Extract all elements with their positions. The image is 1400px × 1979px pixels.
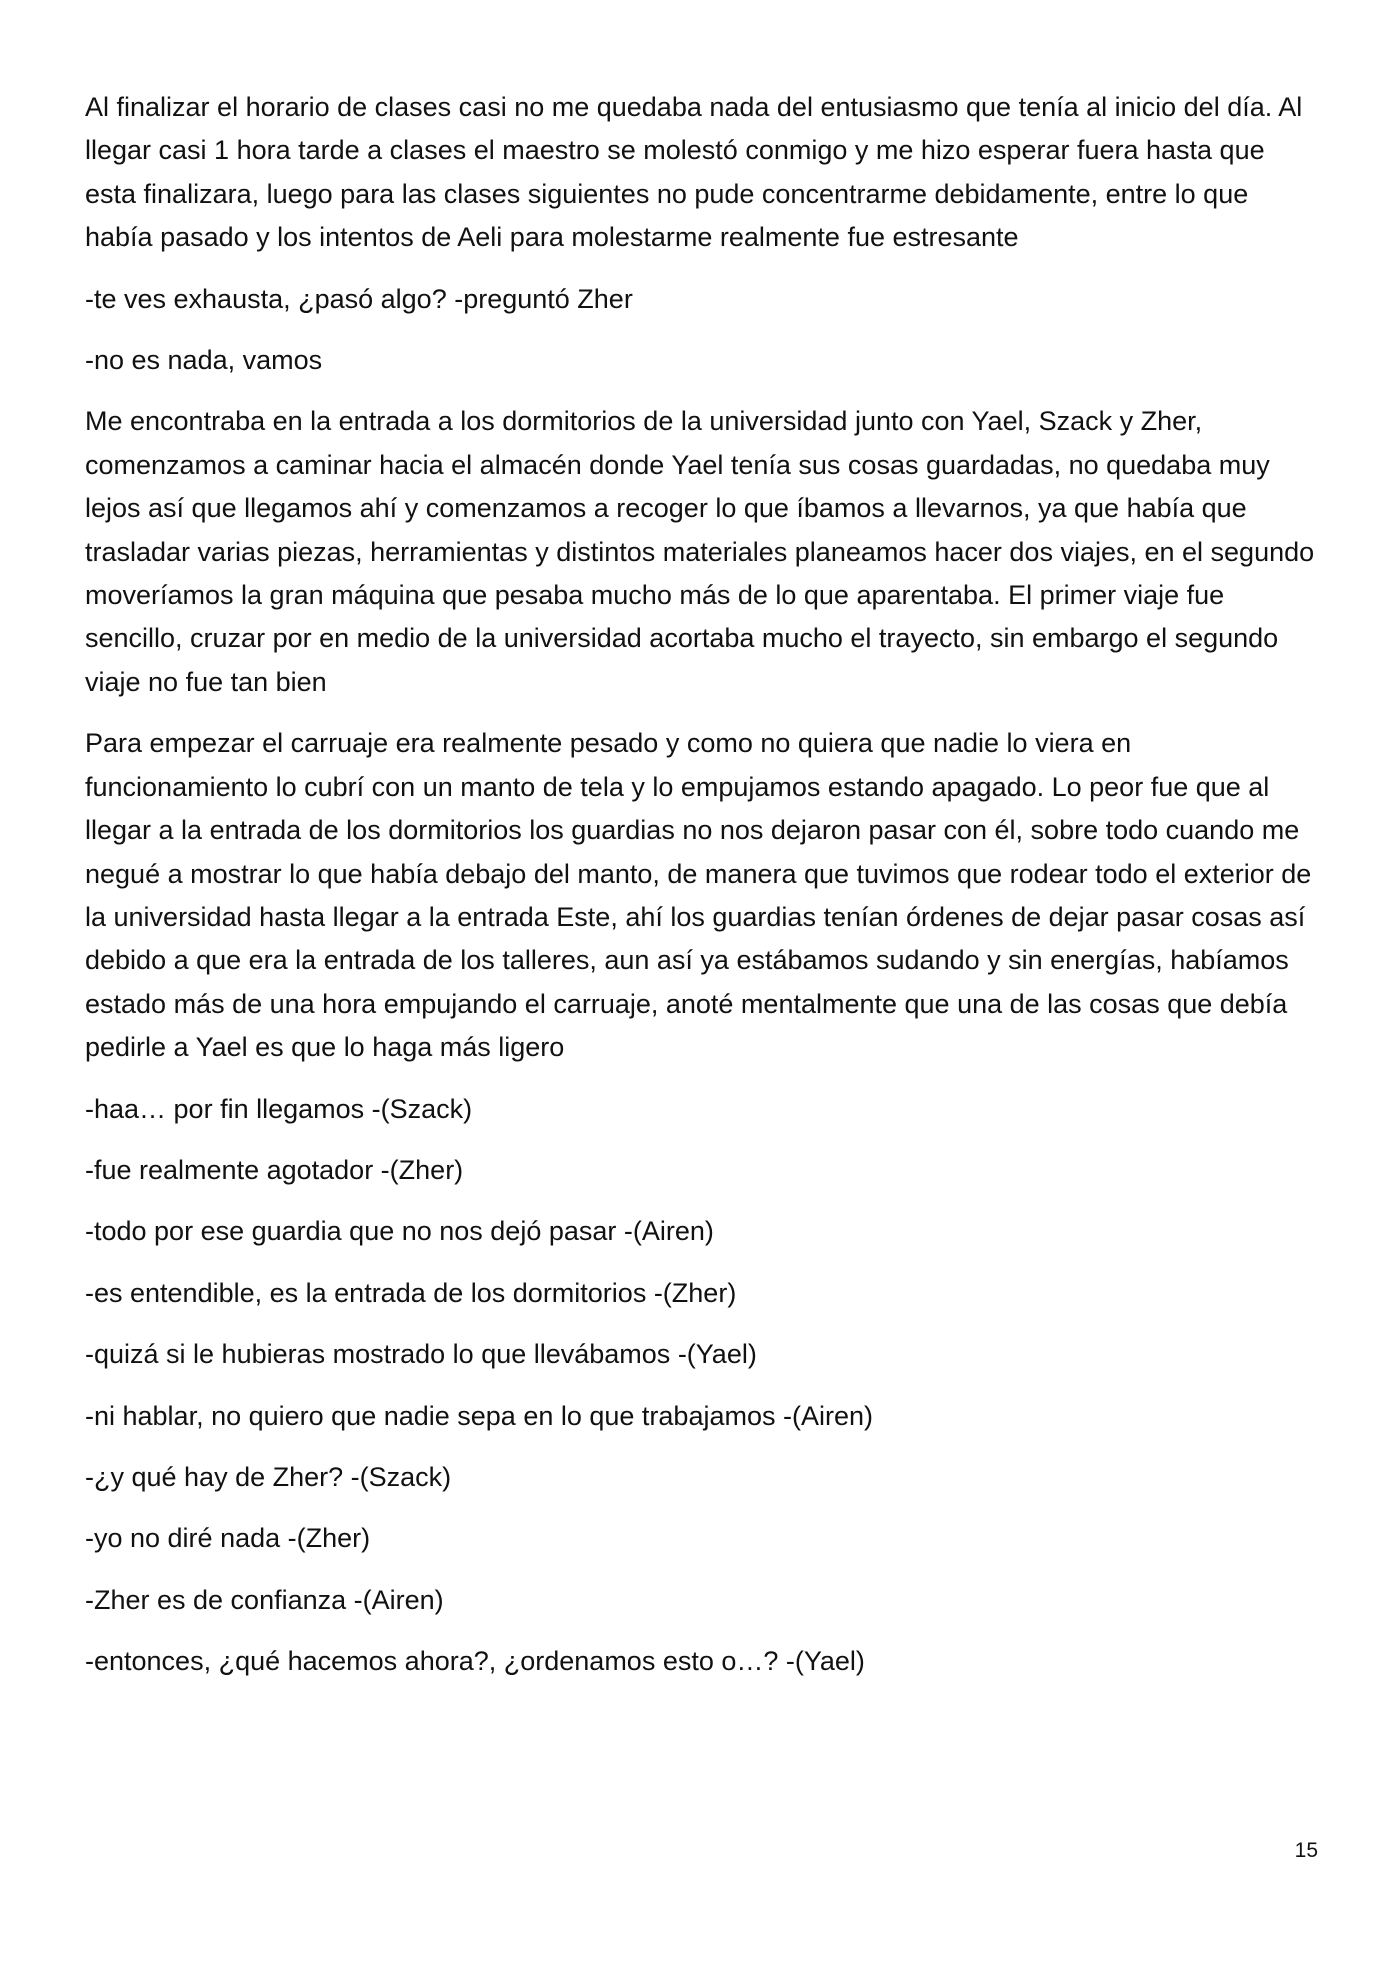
dialogue-line: -entonces, ¿qué hacemos ahora?, ¿ordenamos esto o…? -(Yael) [85, 1646, 865, 1677]
paragraph-dormitories: Me encontraba en la entrada a los dormitorios de la universidad junto con Yael, Szack y Zher, comenzamos a caminar hacia el almacén donde Yael tenía sus cosas guardadas, no quedaba muy lejos así que llegamos ahí y comenzamos a recoger lo que íbamos a llevarnos, ya que había que trasladar varias piezas, herramientas y distintos materiales planeamos hacer dos viajes, en el segundo moveríamos la gran máquina que pesaba mucho más de lo que aparentaba. El primer viaje fue sencillo, cruzar por en medio de la universidad acortaba mucho el trayecto, sin embargo el segundo viaje no fue tan bien [85, 406, 1315, 697]
dialogue-line: -te ves exhausta, ¿pasó algo? -preguntó Zher [85, 283, 633, 314]
dialogue-line: -todo por ese guardia que no nos dejó pasar -(Airen) [85, 1216, 714, 1247]
page-number: 15 [1294, 1839, 1318, 1862]
dialogue-line: -es entendible, es la entrada de los dormitorios -(Zher) [85, 1277, 737, 1308]
dialogue-line: -¿y qué hay de Zher? -(Szack) [85, 1461, 452, 1492]
dialogue-line: -fue realmente agotador -(Zher) [85, 1154, 464, 1185]
dialogue-line: -yo no diré nada -(Zher) [85, 1523, 371, 1554]
dialogue-line: -ni hablar, no quiero que nadie sepa en lo que trabajamos -(Airen) [85, 1400, 873, 1431]
page-body [85, 86, 1317, 1702]
dialogue-line: -haa… por fin llegamos -(Szack) [85, 1093, 473, 1124]
paragraph-carriage: Para empezar el carruaje era realmente pesado y como no quiera que nadie lo viera en funcionamiento lo cubrí con un manto de tela y lo empujamos estando apagado. Lo peor fue que al llegar a la entrada de los dormitorios los guardias no nos dejaron pasar con él, sobre todo cuando me negué a mostrar lo que había debajo del manto, de manera que tuvimos que rodear todo el exterior de la universidad hasta llegar a la entrada Este, ahí los guardias tenían órdenes de dejar pasar cosas así debido a que era la entrada de los talleres, aun así ya estábamos sudando y sin energías, habíamos estado más de una hora empujando el carruaje, anoté mentalmente que una de las cosas que debía pedirle a Yael es que lo haga más ligero [85, 728, 1312, 1063]
paragraph-intro: Al finalizar el horario de clases casi no me quedaba nada del entusiasmo que tenía al inicio del día. Al llegar casi 1 hora tarde a clases el maestro se molestó conmigo y me hizo esperar fuera hasta que esta finalizara, luego para las clases siguientes no pude concentrarme debidamente, entre lo que había pasado y los intentos de Aeli para molestarme realmente fue estresante [85, 92, 1303, 253]
dialogue-line: -quizá si le hubieras mostrado lo que llevábamos -(Yael) [85, 1339, 757, 1370]
dialogue-line: -no es nada, vamos [85, 345, 323, 376]
dialogue-line: -Zher es de confianza -(Airen) [85, 1584, 444, 1615]
